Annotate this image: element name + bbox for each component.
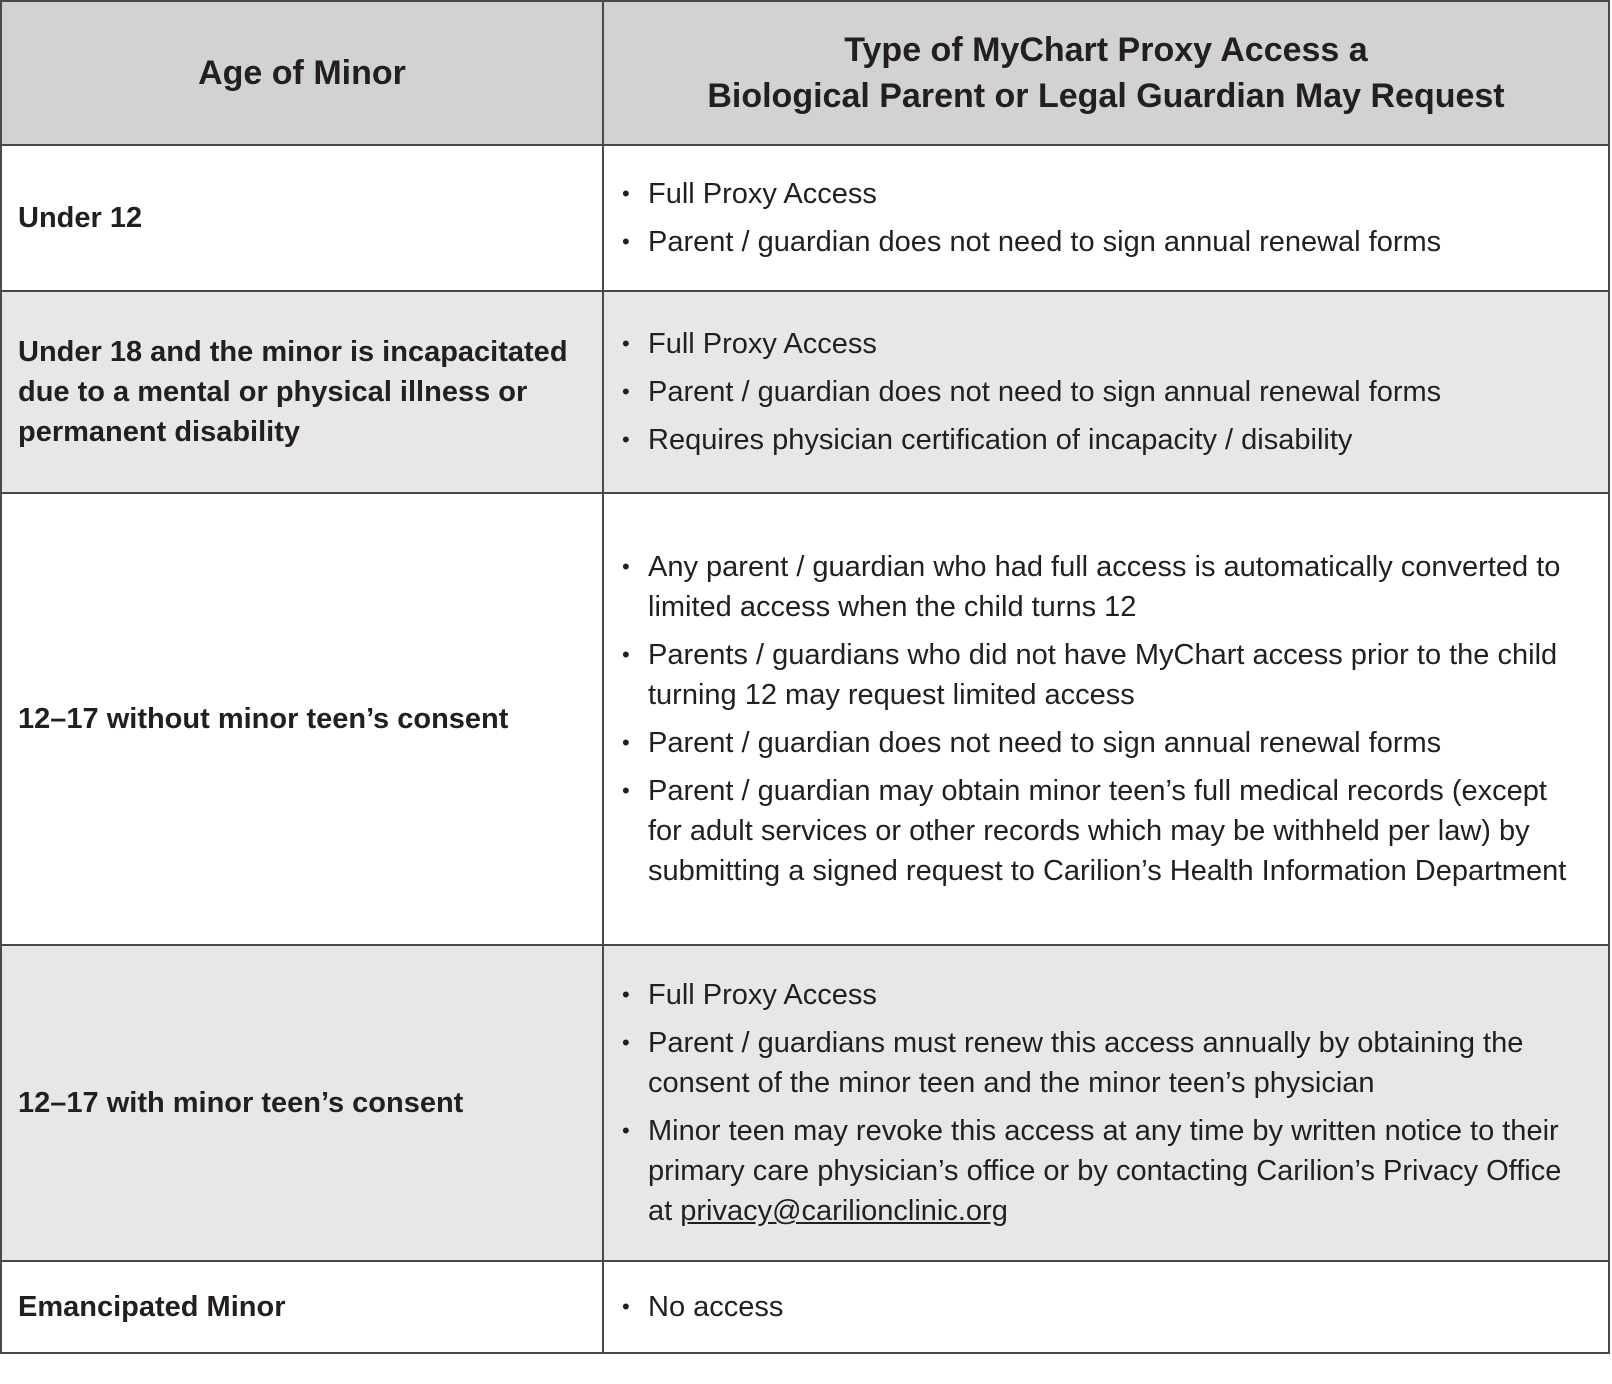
access-bullet: • Parent / guardian may obtain minor teen’s full medical records (except for adult services or other records which may be withheld per law) by submitting a signed request to Carilion’s Health Information Department [620, 771, 1568, 891]
table-row [2, 492, 1608, 944]
access-cell [604, 946, 1608, 1260]
access-bullet: • Parent / guardian does not need to sign annual renewal forms [620, 222, 1568, 262]
table-row [2, 1260, 1608, 1352]
access-bullet: • Full Proxy Access [620, 975, 1568, 1015]
access-bullet: • Requires physician certification of incapacity / disability [620, 420, 1568, 460]
age-cell [2, 292, 604, 492]
header-access-type-line2: Biological Parent or Legal Guardian May Request [707, 77, 1505, 115]
access-bullet-list [620, 1287, 1568, 1327]
header-cell-access-type [604, 2, 1608, 144]
access-bullet [620, 1111, 1568, 1231]
age-cell [2, 1262, 604, 1352]
access-cell [604, 1262, 1608, 1352]
access-bullet: • Any parent / guardian who had full access is automatically converted to limited access when the child turns 12 [620, 547, 1568, 627]
access-bullet: • Full Proxy Access [620, 174, 1568, 214]
age-label: Under 18 and the minor is incapacitated due to a mental or physical illness or permanent disability [18, 336, 568, 448]
age-label: Emancipated Minor [18, 1291, 286, 1323]
access-bullet: • Parents / guardians who did not have MyChart access prior to the child turning 12 may request limited access [620, 635, 1568, 715]
header-age-of-minor: Age of Minor [198, 54, 406, 92]
age-cell [2, 146, 604, 290]
age-label: Under 12 [18, 202, 143, 234]
access-cell [604, 494, 1608, 944]
access-bullet-list [620, 547, 1568, 891]
access-bullet-text: Minor teen may revoke this access at any time by written notice to their primary care physician’s office or by contacting Carilion’s Privacy Office at [648, 1115, 1562, 1227]
table-header-row [2, 2, 1608, 144]
privacy-email-link[interactable]: privacy@carilionclinic.org [680, 1195, 1008, 1227]
access-cell [604, 146, 1608, 290]
table-row [2, 144, 1608, 290]
access-cell [604, 292, 1608, 492]
age-cell [2, 494, 604, 944]
access-bullet-list [620, 324, 1568, 460]
age-label: 12–17 with minor teen’s consent [18, 1087, 464, 1119]
table-row [2, 944, 1608, 1260]
access-bullet: • Parent / guardian does not need to sign annual renewal forms [620, 372, 1568, 412]
header-cell-age [2, 2, 604, 144]
table-row [2, 290, 1608, 492]
access-bullet: • Parent / guardian does not need to sign annual renewal forms [620, 723, 1568, 763]
access-bullet: • No access [620, 1287, 1568, 1327]
age-cell [2, 946, 604, 1260]
access-bullet-list [620, 975, 1568, 1231]
age-label: 12–17 without minor teen’s consent [18, 703, 509, 735]
access-bullet-list [620, 174, 1568, 262]
header-access-type-line1: Type of MyChart Proxy Access a [844, 31, 1368, 69]
access-bullet: • Full Proxy Access [620, 324, 1568, 364]
access-bullet: • Parent / guardians must renew this access annually by obtaining the consent of the minor teen and the minor teen’s physician [620, 1023, 1568, 1103]
